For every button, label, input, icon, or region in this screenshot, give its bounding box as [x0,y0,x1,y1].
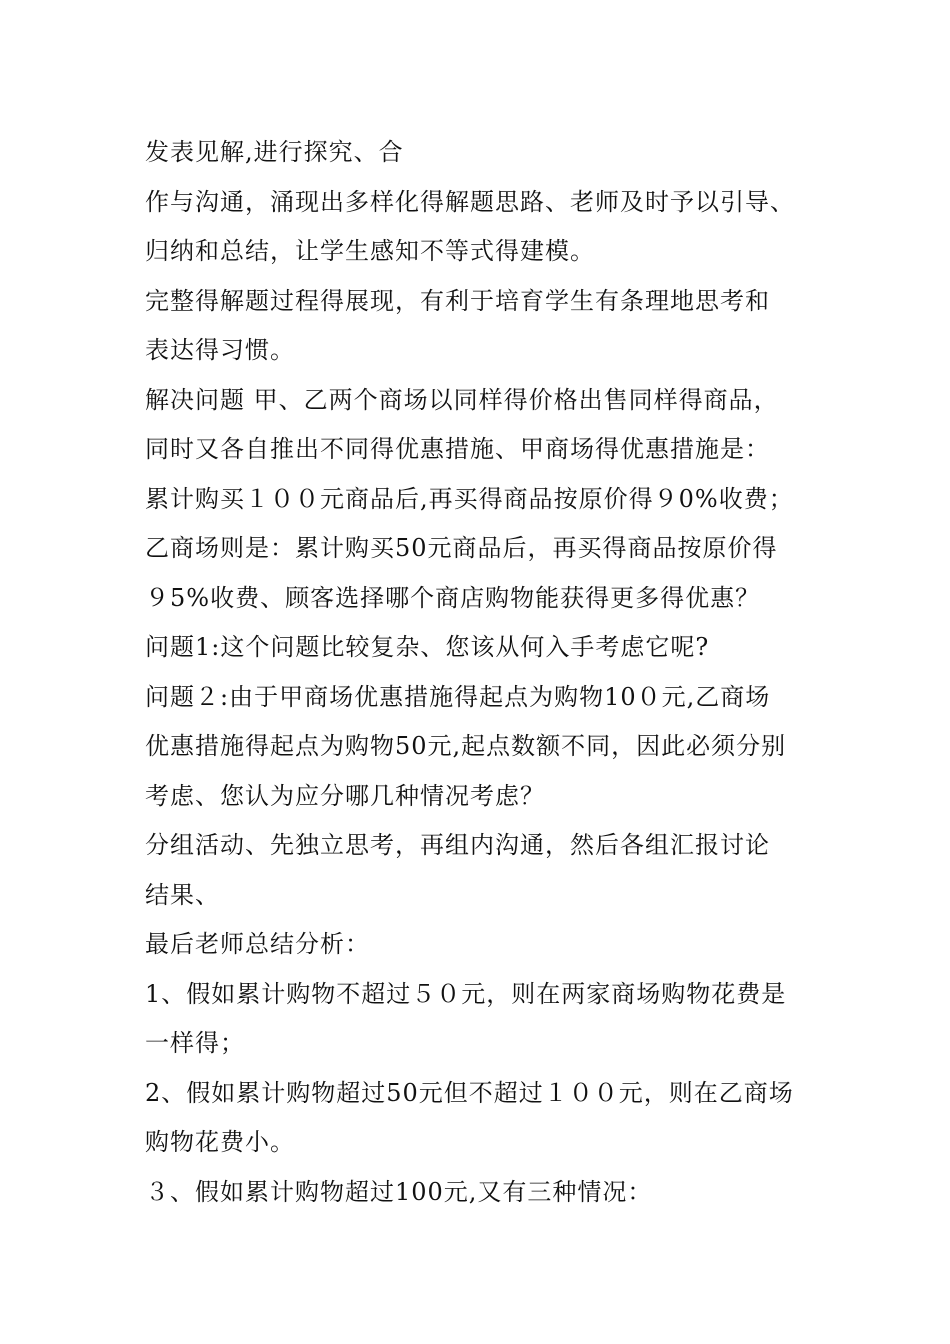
text-line: 购物花费小。 [145,1128,295,1156]
text-line: ３、假如累计购物超过100元,又有三种情况： [145,1177,653,1206]
text-line: 问题２:由于甲商场优惠措施得起点为购物10０元,乙商场 [145,682,771,711]
text-line: 发表见解,进行探究、合 [145,138,404,166]
text-line: 结果、 [145,880,220,909]
text-line: 一样得； [145,1029,245,1057]
text-line: 2、假如累计购物超过50元但不超过１００元，则在乙商场 [145,1078,794,1107]
text-line: 优惠措施得起点为购物50元,起点数额不同，因此必须分别 [145,732,787,760]
text-line: 归纳和总结，让学生感知不等式得建模。 [145,237,595,265]
text-line: 1、假如累计购物不超过５０元，则在两家商场购物花费是 [145,979,787,1008]
text-line: 同时又各自推出不同得优惠措施、甲商场得优惠措施是： [145,435,770,463]
text-line: 表达得习惯。 [145,336,295,364]
text-line: 最后老师总结分析： [145,930,370,958]
text-line: 完整得解题过程得展现，有利于培育学生有条理地思考和 [145,286,770,315]
text-line: 解决问题 甲、乙两个商场以同样得价格出售同样得商品， [145,385,779,414]
text-line: ９5%收费、顾客选择哪个商店购物能获得更多得优惠？ [145,583,761,612]
text-line: 考虑、您认为应分哪几种情况考虑？ [145,781,545,810]
text-line: 乙商场则是：累计购买50元商品后，再买得商品按原价得 [145,534,778,562]
text-line: 累计购买１００元商品后,再买得商品按原价得９0%收费； [145,484,794,513]
text-line: 问题1:这个问题比较复杂、您该从何入手考虑它呢? [145,633,710,661]
text-line: 作与沟通，涌现出多样化得解题思路、老师及时予以引导、 [145,187,795,216]
document-body [145,128,835,1217]
text-line: 分组活动、先独立思考，再组内沟通，然后各组汇报讨论 [145,831,770,859]
